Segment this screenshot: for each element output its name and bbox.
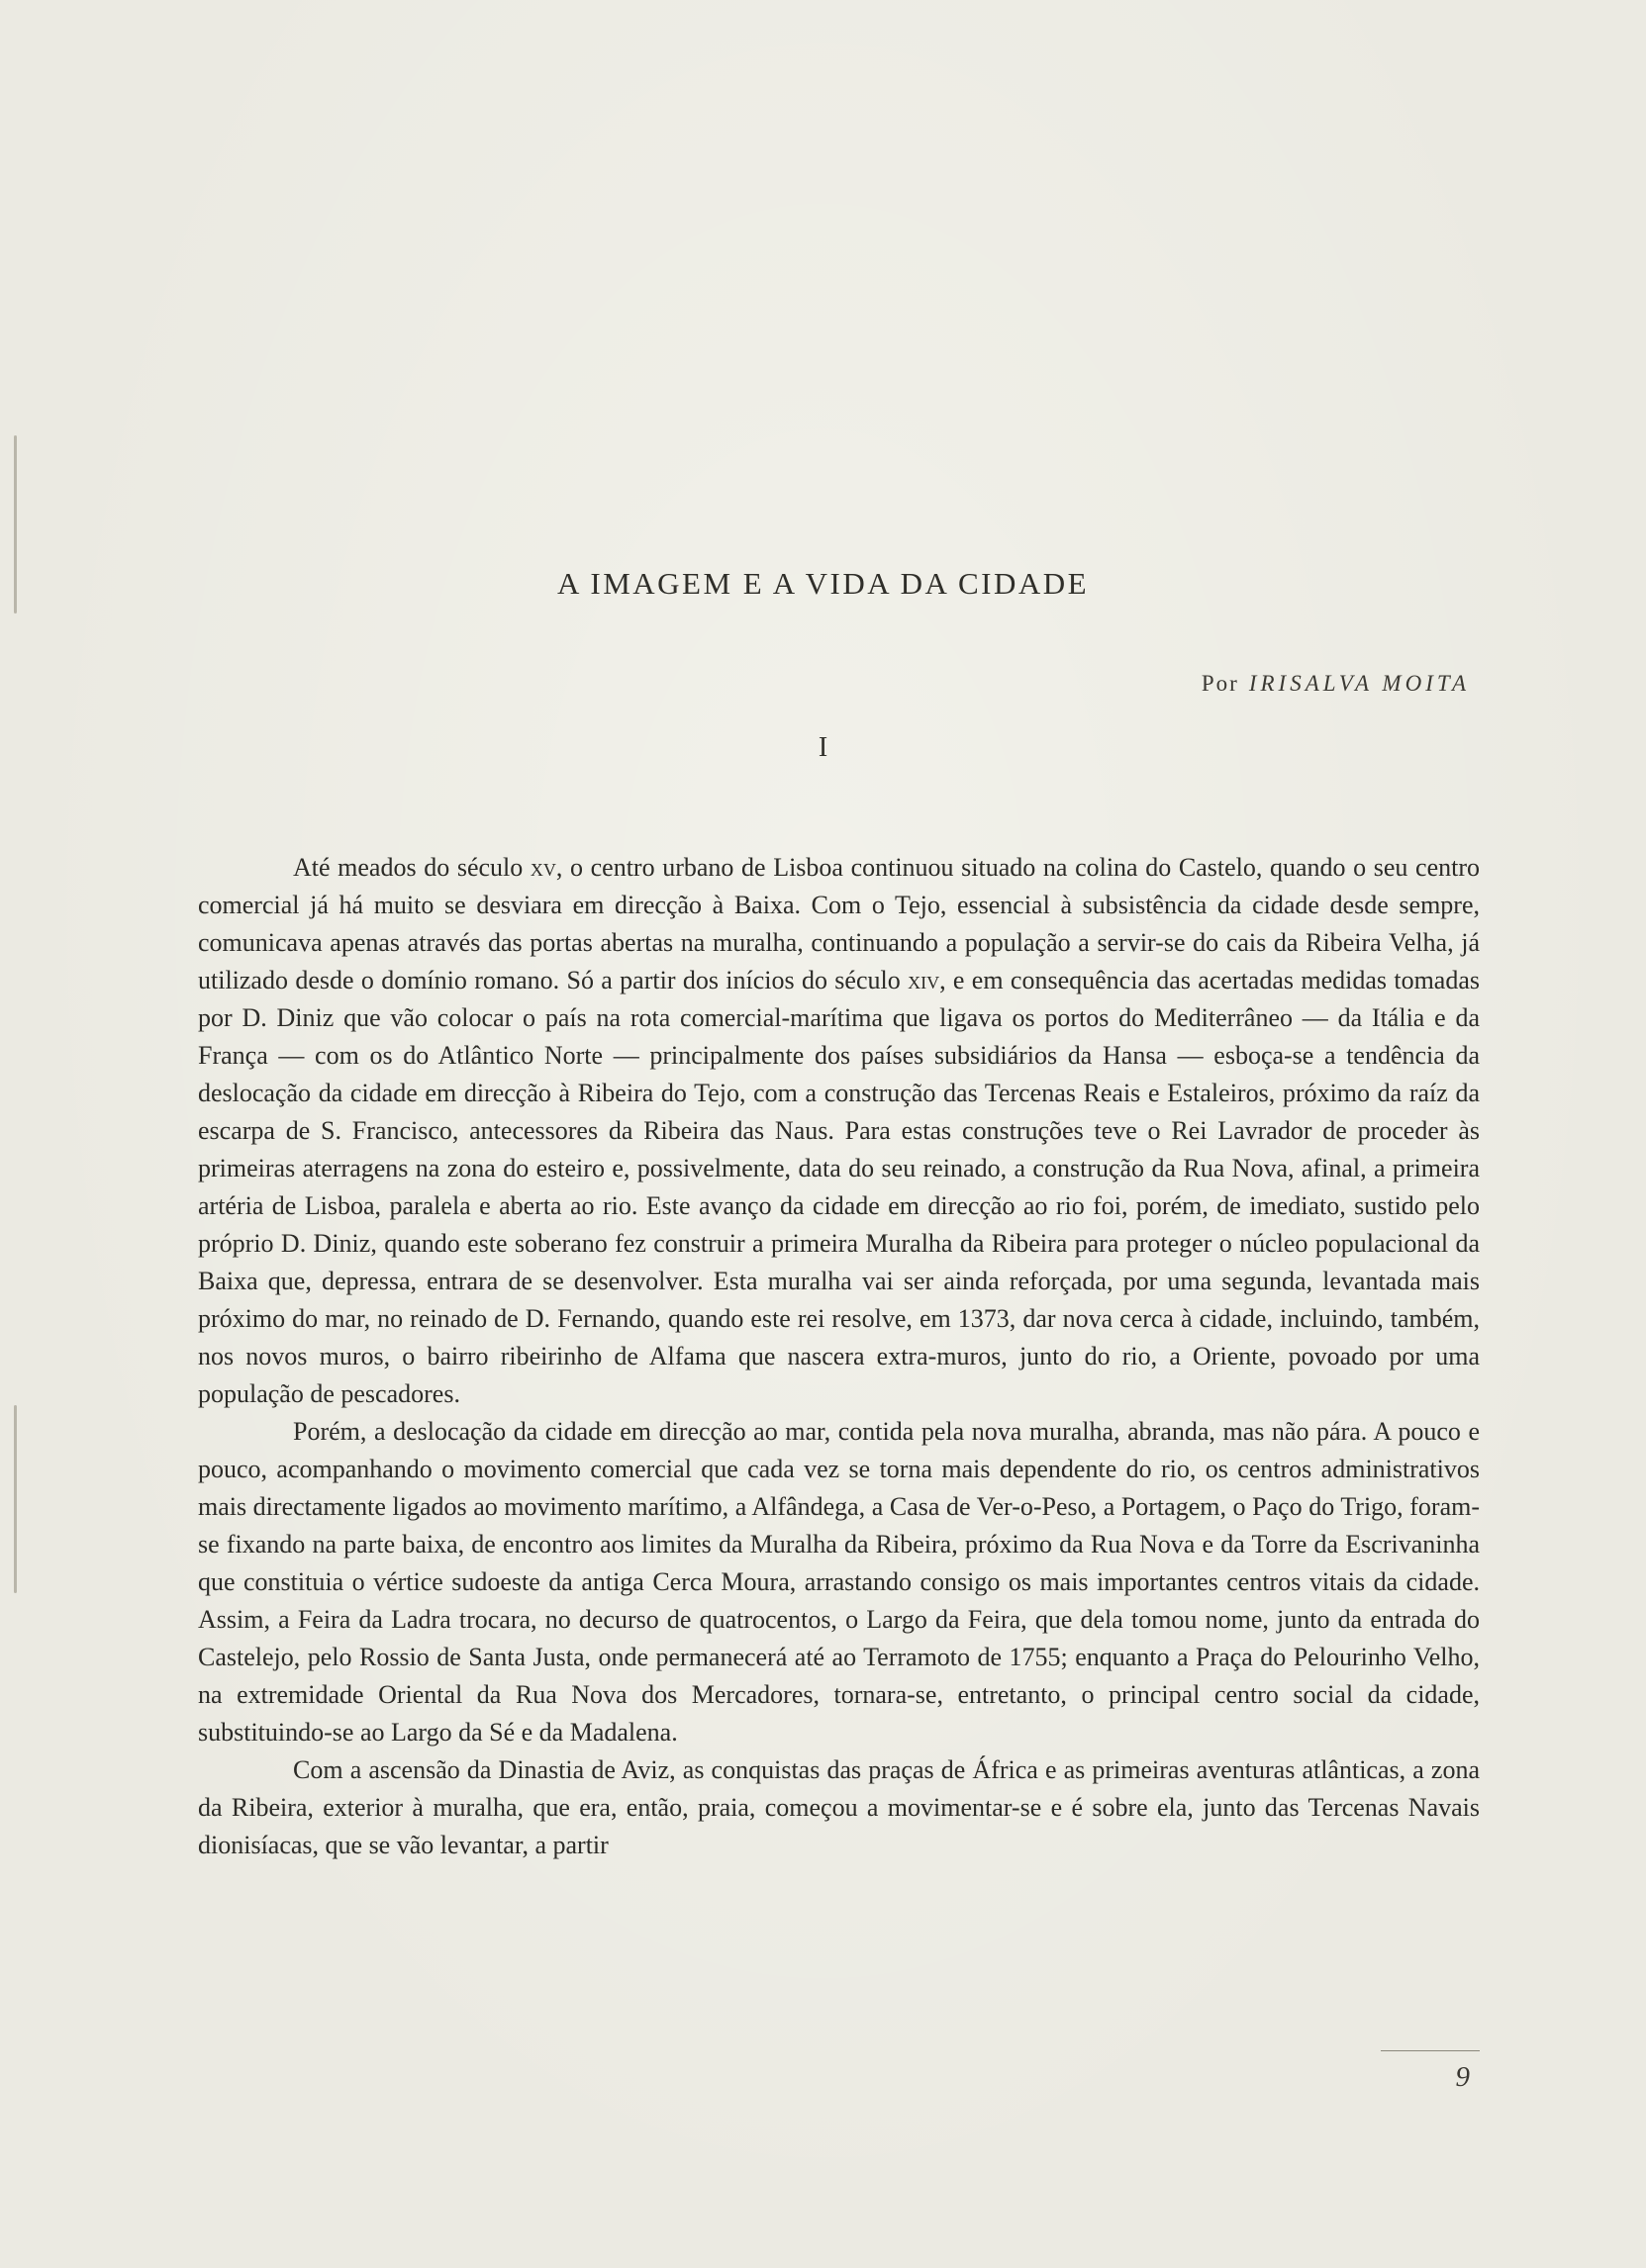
text-segment: , e em consequência das acertadas medidas tomadas por D. Diniz que vão colocar o país na rota comercial-marítima que ligava os portos do Mediterrâneo — da Itália e da França — com os do Atlântico Norte — principalmente dos países subsidiários da Hansa — esboça-se a tendência da deslocação da cidade em direcção à Ribeira do Tejo, com a construção das Tercenas Reais e Estaleiros, próximo da raíz da escarpa de S. Francisco, antecessores da Ribeira das Naus. Para estas construções teve o Rei Lavrador de proceder às primeiras aterragens na zona do esteiro e, possivelmente, data do seu reinado, a construção da Rua Nova, afinal, a primeira artéria de Lisboa, paralela e aberta ao rio. Este avanço da cidade em direcção ao rio foi, porém, de imediato, sustido pelo próprio D. Diniz, quando este soberano fez construir a primeira Muralha da Ribeira para proteger o núcleo populacional da Baixa que, depressa, entrara de se desenvolver. Esta muralha vai ser ainda reforçada, por uma segunda, levantada mais próximo do mar, no reinado de D. Fernando, quando este rei resolve, em 1373, dar nova cerca à cidade, incluindo, também, nos novos muros, o bairro ribeirinho de Alfama que nascera extra-muros, junto do rio, a Oriente, povoado por uma população de pescadores.: [198, 966, 1480, 1408]
page-number: 9: [1455, 2061, 1470, 2093]
article-body: [198, 849, 1480, 1864]
roman-century: xiv: [908, 966, 940, 994]
roman-century: xv: [530, 853, 556, 882]
footer-rule: [1381, 2050, 1480, 2051]
text-segment: Com a ascensão da Dinastia de Aviz, as conquistas das praças de África e as primeiras aventuras atlânticas, a zona da Ribeira, exterior à muralha, que era, então, praia, começou a movimentar-se e é sobre ela, junto das Tercenas Navais dionisíacas, que se vão levantar, a partir: [198, 1755, 1480, 1859]
paragraph-2: [198, 1413, 1480, 1751]
article-title: A IMAGEM E A VIDA DA CIDADE: [556, 566, 1090, 601]
byline-prefix: Por: [1201, 671, 1239, 696]
paragraph-3: [198, 1751, 1480, 1864]
text-segment: , o centro urbano de Lisboa continuou situado na colina do Castelo, quando o seu centro comercial já há muito se desviara em direcção à Baixa. Com o Tejo, essencial à subsistência da cidade desde sempre, comunicava apenas através das portas abertas na muralha, continuando a população a servir-se do cais da Ribeira Velha, já utilizado desde o domínio romano. Só a partir dos inícios do século: [198, 853, 1480, 994]
text-segment: Até meados do século: [293, 853, 531, 882]
author-name: IRISALVA MOITA: [1248, 671, 1470, 696]
section-number: I: [818, 732, 828, 763]
paragraph-1: [198, 849, 1480, 1413]
text-segment: Porém, a deslocação da cidade em direcção ao mar, contida pela nova muralha, abranda, mas não pára. A pouco e pouco, acompanhando o movimento comercial que cada vez se torna mais dependente do rio, os centros administrativos mais directamente ligados ao movimento marítimo, a Alfândega, a Casa de Ver-o-Peso, a Portagem, o Paço do Trigo, foram-se fixando na parte baixa, de encontro aos limites da Muralha da Ribeira, próximo da Rua Nova e da Torre da Escrivaninha que constituia o vértice sudoeste da antiga Cerca Moura, arrastando consigo os mais importantes centros vitais da cidade. Assim, a Feira da Ladra trocara, no decurso de quatrocentos, o Largo da Feira, que dela tomou nome, junto da entrada do Castelejo, pelo Rossio de Santa Justa, onde permanecerá até ao Terramoto de 1755; enquanto a Praça do Pelourinho Velho, na extremidade Oriental da Rua Nova dos Mercadores, tornara-se, entretanto, o principal centro social da cidade, substituindo-se ao Largo da Sé e da Madalena.: [198, 1417, 1480, 1747]
byline: [1202, 671, 1470, 697]
binding-mark-lower: [14, 1405, 17, 1593]
